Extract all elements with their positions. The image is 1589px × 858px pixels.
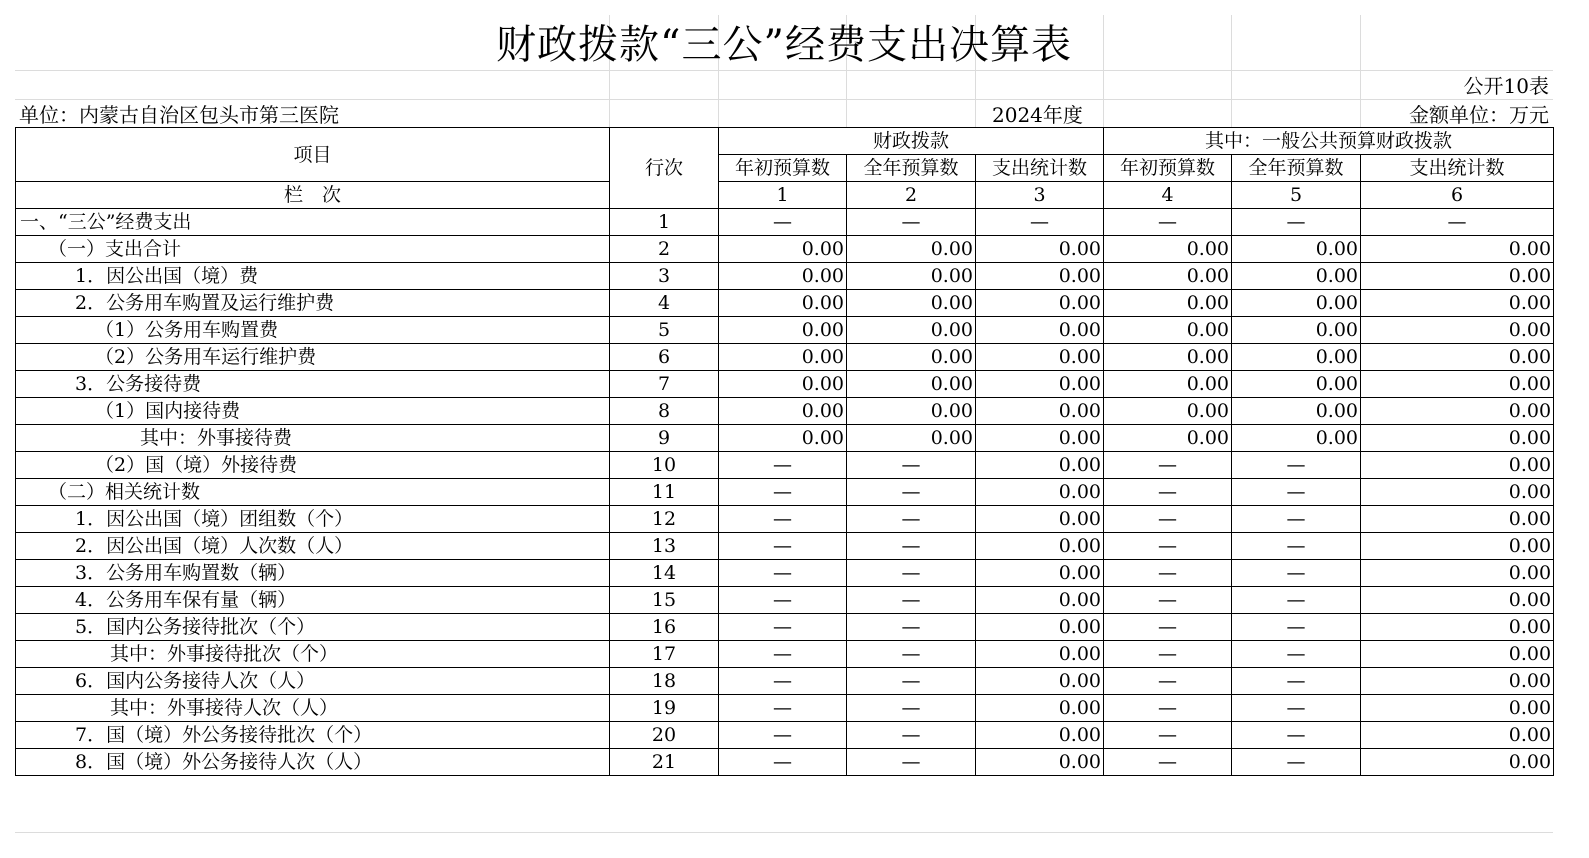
value-cell: — — [1104, 587, 1232, 614]
value-cell: — — [1232, 560, 1361, 587]
row-label: 3．公务接待费 — [16, 371, 610, 398]
value-cell: — — [719, 560, 847, 587]
value-cell: — — [847, 668, 976, 695]
fiscal-year: 2024年度 — [992, 103, 1083, 127]
table-row — [16, 452, 1554, 479]
value-cell: 0.00 — [976, 344, 1104, 371]
value-cell: — — [1104, 560, 1232, 587]
value-cell: 0.00 — [1361, 560, 1554, 587]
row-label: 8．国（境）外公务接待人次（人） — [16, 749, 610, 776]
value-cell: — — [1361, 209, 1554, 236]
table-row — [16, 398, 1554, 425]
gridline — [15, 99, 1553, 100]
value-cell: — — [1104, 641, 1232, 668]
row-label: 1．因公出国（境）费 — [16, 263, 610, 290]
value-cell: — — [1232, 452, 1361, 479]
value-cell: 0.00 — [1361, 668, 1554, 695]
value-cell: 0.00 — [1361, 290, 1554, 317]
value-cell: 0.00 — [976, 236, 1104, 263]
spreadsheet — [15, 15, 1553, 833]
value-cell: — — [719, 749, 847, 776]
row-number: 14 — [610, 560, 719, 587]
row-label: 1．因公出国（境）团组数（个） — [16, 506, 610, 533]
value-cell: — — [847, 209, 976, 236]
row-number: 11 — [610, 479, 719, 506]
header-col-num: 4 — [1104, 182, 1232, 209]
value-cell: 0.00 — [976, 317, 1104, 344]
value-cell: 0.00 — [1361, 506, 1554, 533]
row-label: 其中：外事接待费 — [16, 425, 610, 452]
value-cell: 0.00 — [976, 425, 1104, 452]
header-col: 年初预算数 — [1104, 155, 1232, 182]
value-cell: 0.00 — [1232, 344, 1361, 371]
value-cell: 0.00 — [1232, 425, 1361, 452]
value-cell: — — [1232, 641, 1361, 668]
value-cell: 0.00 — [1361, 452, 1554, 479]
row-number: 16 — [610, 614, 719, 641]
unit-label: 单位：内蒙古自治区包头市第三医院 — [19, 103, 339, 127]
row-number: 8 — [610, 398, 719, 425]
value-cell: — — [719, 452, 847, 479]
row-number: 17 — [610, 641, 719, 668]
row-number: 13 — [610, 533, 719, 560]
value-cell: 0.00 — [1361, 398, 1554, 425]
value-cell: — — [1232, 506, 1361, 533]
value-cell: 0.00 — [1361, 749, 1554, 776]
value-cell: 0.00 — [1232, 398, 1361, 425]
value-cell: — — [719, 641, 847, 668]
value-cell: 0.00 — [847, 263, 976, 290]
table-row — [16, 722, 1554, 749]
expense-table — [15, 127, 1554, 776]
value-cell: 0.00 — [976, 452, 1104, 479]
row-label: 4．公务用车保有量（辆） — [16, 587, 610, 614]
value-cell: — — [976, 209, 1104, 236]
row-number: 7 — [610, 371, 719, 398]
value-cell: — — [847, 614, 976, 641]
amount-unit: 金额单位：万元 — [1409, 103, 1549, 127]
header-col-num: 1 — [719, 182, 847, 209]
value-cell: — — [719, 614, 847, 641]
value-cell: 0.00 — [976, 371, 1104, 398]
value-cell: 0.00 — [976, 614, 1104, 641]
value-cell: — — [1104, 452, 1232, 479]
header-col-num: 6 — [1361, 182, 1554, 209]
value-cell: 0.00 — [1361, 263, 1554, 290]
row-number: 6 — [610, 344, 719, 371]
row-number: 12 — [610, 506, 719, 533]
table-row — [16, 749, 1554, 776]
value-cell: — — [847, 560, 976, 587]
table-row — [16, 641, 1554, 668]
value-cell: — — [847, 479, 976, 506]
page-title: 财政拨款“三公”经费支出决算表 — [496, 22, 1072, 68]
value-cell: 0.00 — [1104, 290, 1232, 317]
value-cell: — — [1104, 695, 1232, 722]
row-label: （一）支出合计 — [16, 236, 610, 263]
value-cell: — — [719, 695, 847, 722]
header-group-general: 其中：一般公共预算财政拨款 — [1104, 128, 1554, 155]
value-cell: 0.00 — [1361, 722, 1554, 749]
row-number: 4 — [610, 290, 719, 317]
row-label: （1）公务用车购置费 — [16, 317, 610, 344]
table-row — [16, 344, 1554, 371]
row-number: 20 — [610, 722, 719, 749]
gridline — [15, 70, 1553, 71]
value-cell: 0.00 — [976, 263, 1104, 290]
row-label: （二）相关统计数 — [16, 479, 610, 506]
value-cell: — — [1232, 533, 1361, 560]
table-row — [16, 533, 1554, 560]
value-cell: 0.00 — [976, 560, 1104, 587]
value-cell: — — [1232, 749, 1361, 776]
value-cell: 0.00 — [847, 398, 976, 425]
table-row — [16, 587, 1554, 614]
row-label: 一、“三公”经费支出 — [16, 209, 610, 236]
value-cell: — — [1104, 668, 1232, 695]
value-cell: — — [847, 722, 976, 749]
row-number: 10 — [610, 452, 719, 479]
value-cell: 0.00 — [1104, 263, 1232, 290]
header-col: 全年预算数 — [1232, 155, 1361, 182]
row-number: 5 — [610, 317, 719, 344]
value-cell: 0.00 — [847, 290, 976, 317]
row-label: 其中：外事接待批次（个） — [16, 641, 610, 668]
value-cell: 0.00 — [1361, 479, 1554, 506]
form-number: 公开10表 — [1463, 74, 1549, 98]
value-cell: 0.00 — [976, 533, 1104, 560]
value-cell: — — [1104, 506, 1232, 533]
value-cell: 0.00 — [1104, 425, 1232, 452]
value-cell: 0.00 — [1232, 236, 1361, 263]
value-cell: 0.00 — [976, 668, 1104, 695]
value-cell: 0.00 — [1361, 236, 1554, 263]
value-cell: 0.00 — [847, 425, 976, 452]
value-cell: 0.00 — [1361, 641, 1554, 668]
value-cell: 0.00 — [719, 344, 847, 371]
value-cell: 0.00 — [719, 425, 847, 452]
value-cell: 0.00 — [847, 317, 976, 344]
value-cell: 0.00 — [847, 344, 976, 371]
table-row — [16, 668, 1554, 695]
row-number: 9 — [610, 425, 719, 452]
table-row — [16, 209, 1554, 236]
row-label: 2．因公出国（境）人次数（人） — [16, 533, 610, 560]
value-cell: 0.00 — [1361, 371, 1554, 398]
header-group-fiscal: 财政拨款 — [719, 128, 1104, 155]
value-cell: 0.00 — [719, 290, 847, 317]
value-cell: 0.00 — [976, 641, 1104, 668]
value-cell: 0.00 — [976, 749, 1104, 776]
row-label: （2）国（境）外接待费 — [16, 452, 610, 479]
value-cell: — — [719, 722, 847, 749]
value-cell: — — [1232, 587, 1361, 614]
table-row — [16, 317, 1554, 344]
row-number: 15 — [610, 587, 719, 614]
header-col-num: 3 — [976, 182, 1104, 209]
row-label: 2．公务用车购置及运行维护费 — [16, 290, 610, 317]
value-cell: 0.00 — [976, 506, 1104, 533]
value-cell: 0.00 — [1361, 425, 1554, 452]
row-label: 其中：外事接待人次（人） — [16, 695, 610, 722]
header-col: 支出统计数 — [976, 155, 1104, 182]
header-col-num: 5 — [1232, 182, 1361, 209]
table-row — [16, 236, 1554, 263]
value-cell: — — [847, 533, 976, 560]
value-cell: — — [847, 749, 976, 776]
header-column-index: 栏 次 — [16, 182, 610, 209]
value-cell: 0.00 — [976, 722, 1104, 749]
header-col: 支出统计数 — [1361, 155, 1554, 182]
header-col: 年初预算数 — [719, 155, 847, 182]
header-col-num: 2 — [847, 182, 976, 209]
table-row — [16, 479, 1554, 506]
value-cell: — — [1232, 722, 1361, 749]
value-cell: 0.00 — [976, 290, 1104, 317]
value-cell: — — [1104, 533, 1232, 560]
value-cell: 0.00 — [719, 371, 847, 398]
value-cell: 0.00 — [1232, 317, 1361, 344]
value-cell: — — [1232, 668, 1361, 695]
value-cell: 0.00 — [719, 236, 847, 263]
value-cell: 0.00 — [1232, 371, 1361, 398]
value-cell: — — [719, 209, 847, 236]
table-row — [16, 290, 1554, 317]
header-row-no: 行次 — [610, 128, 719, 209]
value-cell: 0.00 — [976, 398, 1104, 425]
row-label: 3．公务用车购置数（辆） — [16, 560, 610, 587]
value-cell: — — [1232, 479, 1361, 506]
row-number: 21 — [610, 749, 719, 776]
value-cell: 0.00 — [719, 398, 847, 425]
value-cell: 0.00 — [1361, 614, 1554, 641]
table-row — [16, 506, 1554, 533]
value-cell: — — [847, 641, 976, 668]
value-cell: — — [1104, 479, 1232, 506]
value-cell: — — [719, 668, 847, 695]
table-row — [16, 263, 1554, 290]
value-cell: 0.00 — [1361, 533, 1554, 560]
value-cell: 0.00 — [1104, 317, 1232, 344]
value-cell: 0.00 — [719, 317, 847, 344]
table-row — [16, 371, 1554, 398]
table-row — [16, 614, 1554, 641]
value-cell: 0.00 — [1361, 587, 1554, 614]
value-cell: — — [847, 695, 976, 722]
value-cell: 0.00 — [1104, 371, 1232, 398]
value-cell: — — [719, 587, 847, 614]
value-cell: 0.00 — [1361, 344, 1554, 371]
table-row — [16, 560, 1554, 587]
value-cell: — — [847, 452, 976, 479]
header-item: 项目 — [16, 128, 610, 182]
row-label: 7．国（境）外公务接待批次（个） — [16, 722, 610, 749]
row-label: 5．国内公务接待批次（个） — [16, 614, 610, 641]
value-cell: — — [1232, 614, 1361, 641]
value-cell: 0.00 — [976, 479, 1104, 506]
value-cell: — — [719, 533, 847, 560]
row-number: 18 — [610, 668, 719, 695]
value-cell: 0.00 — [847, 371, 976, 398]
row-label: （2）公务用车运行维护费 — [16, 344, 610, 371]
value-cell: 0.00 — [976, 695, 1104, 722]
table-row — [16, 695, 1554, 722]
table-row — [16, 425, 1554, 452]
row-label: （1）国内接待费 — [16, 398, 610, 425]
row-number: 1 — [610, 209, 719, 236]
value-cell: 0.00 — [1232, 263, 1361, 290]
value-cell: — — [719, 506, 847, 533]
row-number: 3 — [610, 263, 719, 290]
value-cell: 0.00 — [1104, 398, 1232, 425]
value-cell: — — [1232, 695, 1361, 722]
value-cell: — — [847, 506, 976, 533]
header-col: 全年预算数 — [847, 155, 976, 182]
value-cell: 0.00 — [1361, 317, 1554, 344]
value-cell: 0.00 — [1361, 695, 1554, 722]
value-cell: — — [1104, 209, 1232, 236]
value-cell: 0.00 — [976, 587, 1104, 614]
value-cell: — — [847, 587, 976, 614]
value-cell: — — [1232, 209, 1361, 236]
value-cell: 0.00 — [1104, 344, 1232, 371]
row-number: 2 — [610, 236, 719, 263]
empty-row — [15, 805, 1553, 833]
value-cell: 0.00 — [719, 263, 847, 290]
value-cell: — — [1104, 749, 1232, 776]
value-cell: — — [1104, 722, 1232, 749]
value-cell: — — [719, 479, 847, 506]
value-cell: — — [1104, 614, 1232, 641]
value-cell: 0.00 — [1104, 236, 1232, 263]
row-number: 19 — [610, 695, 719, 722]
row-label: 6．国内公务接待人次（人） — [16, 668, 610, 695]
value-cell: 0.00 — [847, 236, 976, 263]
value-cell: 0.00 — [1232, 290, 1361, 317]
